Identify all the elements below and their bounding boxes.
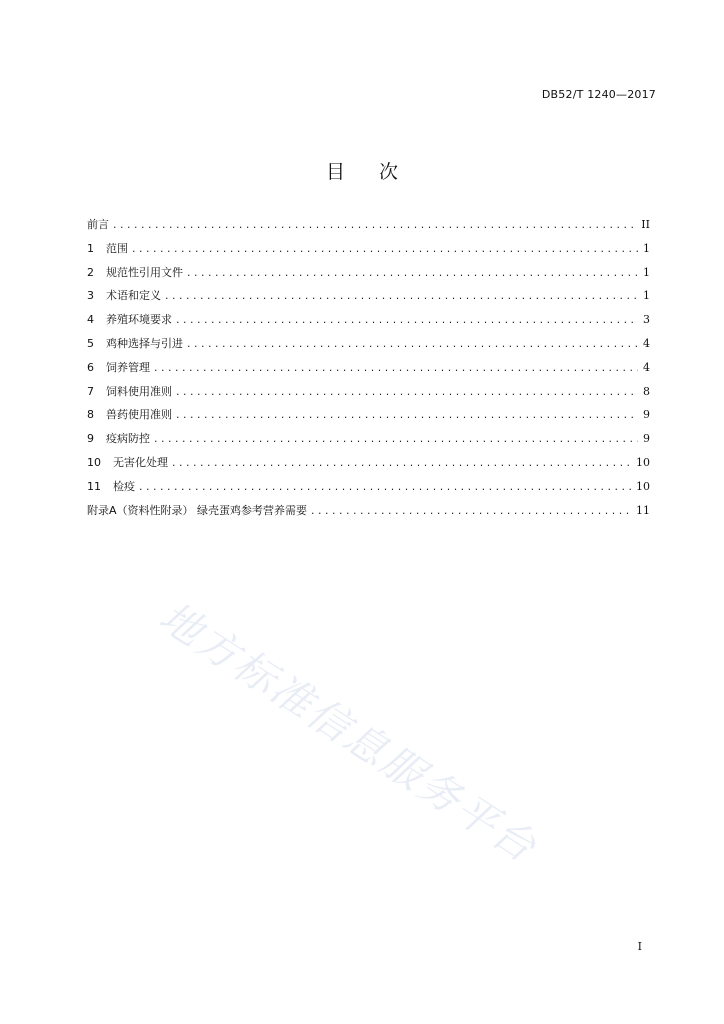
toc-label: 规范性引用文件 [106, 265, 183, 279]
toc-label: 饲料使用准则 [106, 384, 172, 398]
toc-entry-3[interactable] [87, 287, 650, 311]
toc-page-number: 1 [643, 265, 650, 279]
toc-label: 范围 [106, 241, 128, 255]
toc-entry-foreword[interactable] [87, 216, 650, 240]
toc-section-number: 1 [87, 241, 94, 255]
title-char-2: 次 [379, 161, 399, 183]
toc-leader [311, 504, 632, 517]
toc-page-number: 9 [643, 408, 650, 422]
toc-section-number: 3 [87, 289, 94, 303]
toc-leader [176, 385, 638, 398]
toc-page-number: 10 [636, 455, 650, 469]
toc-section-number: 9 [87, 432, 94, 446]
document-code: DB52/T 1240—2017 [541, 88, 656, 101]
toc-leader [113, 218, 637, 231]
toc-label: 附录A（资料性附录） 绿壳蛋鸡参考营养需要 [87, 503, 308, 517]
toc-leader [154, 361, 638, 374]
toc-section-number: 2 [87, 265, 94, 279]
toc-section-number: 8 [87, 408, 94, 422]
toc-page-number: 10 [636, 479, 650, 493]
toc-entry-8[interactable] [87, 406, 650, 430]
toc-entry-11[interactable] [87, 478, 650, 502]
toc-section-number: 6 [87, 360, 94, 374]
toc-page-number: II [641, 218, 650, 231]
toc-leader [187, 266, 638, 279]
toc-label: 饲养管理 [106, 360, 150, 374]
toc-label: 无害化处理 [113, 455, 168, 469]
toc-section-number: 7 [87, 384, 94, 398]
toc-label: 养殖环境要求 [106, 313, 172, 327]
toc-leader [176, 408, 638, 421]
toc-entry-7[interactable] [87, 383, 650, 407]
toc-entry-2[interactable] [87, 264, 650, 288]
toc-page-number: 11 [636, 503, 650, 517]
toc-entry-appendix-a[interactable] [87, 502, 650, 526]
toc-page-number: 1 [643, 241, 650, 255]
toc-section-number: 5 [87, 336, 94, 350]
toc-label: 鸡种选择与引进 [106, 336, 183, 350]
toc-page-number: 4 [643, 360, 650, 374]
page-number: I [637, 940, 642, 953]
toc-label: 检疫 [113, 479, 135, 493]
toc-leader [187, 337, 638, 350]
toc-entry-9[interactable] [87, 430, 650, 454]
toc-page-number: 4 [643, 336, 650, 350]
watermark: 地方标准信息服务平台 [150, 592, 547, 873]
toc-leader [176, 313, 638, 326]
toc-page-number: 9 [643, 432, 650, 446]
page-title [0, 157, 724, 184]
toc-page-number: 1 [643, 289, 650, 303]
toc-leader [139, 480, 632, 493]
toc-leader [165, 289, 638, 302]
toc-label: 术语和定义 [106, 289, 161, 303]
toc-section-number: 11 [87, 479, 101, 493]
toc-leader [172, 456, 632, 469]
toc-entry-5[interactable] [87, 335, 650, 359]
toc-label: 兽药使用准则 [106, 408, 172, 422]
toc-entry-1[interactable] [87, 240, 650, 264]
toc-label: 前言 [87, 218, 109, 231]
table-of-contents [87, 216, 650, 525]
toc-entry-4[interactable] [87, 311, 650, 335]
toc-entry-6[interactable] [87, 359, 650, 383]
toc-section-number: 4 [87, 313, 94, 327]
toc-section-number: 10 [87, 455, 101, 469]
toc-entry-10[interactable] [87, 454, 650, 478]
toc-leader [154, 432, 638, 445]
toc-page-number: 8 [643, 384, 650, 398]
title-char-1: 目 [325, 161, 345, 183]
toc-leader [132, 242, 638, 255]
toc-label: 疫病防控 [106, 432, 150, 446]
toc-page-number: 3 [643, 313, 650, 327]
